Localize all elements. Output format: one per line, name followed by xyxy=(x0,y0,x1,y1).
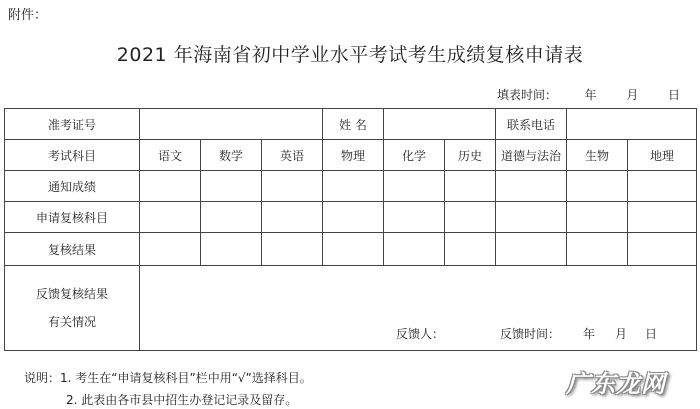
review-result-cell[interactable] xyxy=(445,233,496,266)
note-line-1: 说明：1. 考生在“申请复核科目”栏中用“√”选择科目。 xyxy=(24,371,312,385)
feedback-month: 月 xyxy=(615,327,628,341)
score-cell[interactable] xyxy=(201,171,262,202)
review-result-cell[interactable] xyxy=(628,233,697,266)
feedback-year: 年 xyxy=(583,327,596,341)
review-result-cell[interactable] xyxy=(140,233,201,266)
table-row xyxy=(5,109,697,140)
subject-history: 历史 xyxy=(445,140,496,171)
review-result-cell[interactable] xyxy=(262,233,323,266)
subject-chinese: 语文 xyxy=(140,140,201,171)
apply-review-cell[interactable] xyxy=(445,202,496,233)
exam-id-field[interactable] xyxy=(140,109,323,140)
score-cell[interactable] xyxy=(323,171,384,202)
table-row xyxy=(5,233,697,266)
feedback-label-line2: 有关情况 xyxy=(47,315,96,329)
score-cell[interactable] xyxy=(140,171,201,202)
review-result-cell[interactable] xyxy=(567,233,628,266)
fill-date-month: 月 xyxy=(626,88,639,102)
subject-chemistry: 化学 xyxy=(384,140,445,171)
score-cell[interactable] xyxy=(496,171,567,202)
attachment-label: 附件： xyxy=(8,8,48,23)
phone-field[interactable] xyxy=(567,109,697,140)
table-row xyxy=(5,266,697,351)
name-label: 姓 名 xyxy=(323,109,384,140)
table-row xyxy=(5,202,697,233)
review-result-label: 复核结果 xyxy=(5,233,140,266)
fill-date-label: 填表时间： xyxy=(497,88,558,102)
apply-review-label: 申请复核科目 xyxy=(5,202,140,233)
subject-physics: 物理 xyxy=(323,140,384,171)
apply-review-cell[interactable] xyxy=(262,202,323,233)
score-cell[interactable] xyxy=(628,171,697,202)
fill-date xyxy=(497,86,680,103)
name-field[interactable] xyxy=(384,109,496,140)
feedback-label-line1: 反馈复核结果 xyxy=(35,287,108,301)
phone-label: 联系电话 xyxy=(496,109,567,140)
exam-id-label: 准考证号 xyxy=(5,109,140,140)
form-title: 2021 年海南省初中学业水平考试考生成绩复核申请表 xyxy=(116,44,584,66)
score-cell[interactable] xyxy=(445,171,496,202)
score-cell[interactable] xyxy=(567,171,628,202)
feedback-label xyxy=(5,266,140,351)
apply-review-cell[interactable] xyxy=(384,202,445,233)
feedback-day: 日 xyxy=(645,327,658,341)
fill-date-year: 年 xyxy=(584,88,597,102)
score-cell[interactable] xyxy=(262,171,323,202)
table-row xyxy=(5,140,697,171)
review-application-table xyxy=(4,108,697,351)
watermark-logo: 广东龙网 xyxy=(566,369,666,398)
apply-review-cell[interactable] xyxy=(201,202,262,233)
fill-date-day: 日 xyxy=(668,88,681,102)
subject-morality-law: 道德与法治 xyxy=(496,140,567,171)
review-result-cell[interactable] xyxy=(323,233,384,266)
table-row xyxy=(5,171,697,202)
review-result-cell[interactable] xyxy=(384,233,445,266)
review-result-cell[interactable] xyxy=(496,233,567,266)
feedback-person-label: 反馈人： xyxy=(396,327,445,341)
subject-english: 英语 xyxy=(262,140,323,171)
apply-review-cell[interactable] xyxy=(496,202,567,233)
notified-score-label: 通知成绩 xyxy=(5,171,140,202)
feedback-date-label: 反馈时间： xyxy=(500,327,561,341)
apply-review-cell[interactable] xyxy=(323,202,384,233)
subject-biology: 生物 xyxy=(567,140,628,171)
feedback-area[interactable] xyxy=(140,266,697,351)
score-cell[interactable] xyxy=(384,171,445,202)
subject-geography: 地理 xyxy=(628,140,697,171)
review-result-cell[interactable] xyxy=(201,233,262,266)
note-line-2: 2. 此表由各市县中招生办登记记录及留存。 xyxy=(66,393,298,407)
apply-review-cell[interactable] xyxy=(567,202,628,233)
subject-row-label: 考试科目 xyxy=(5,140,140,171)
apply-review-cell[interactable] xyxy=(628,202,697,233)
apply-review-cell[interactable] xyxy=(140,202,201,233)
subject-math: 数学 xyxy=(201,140,262,171)
